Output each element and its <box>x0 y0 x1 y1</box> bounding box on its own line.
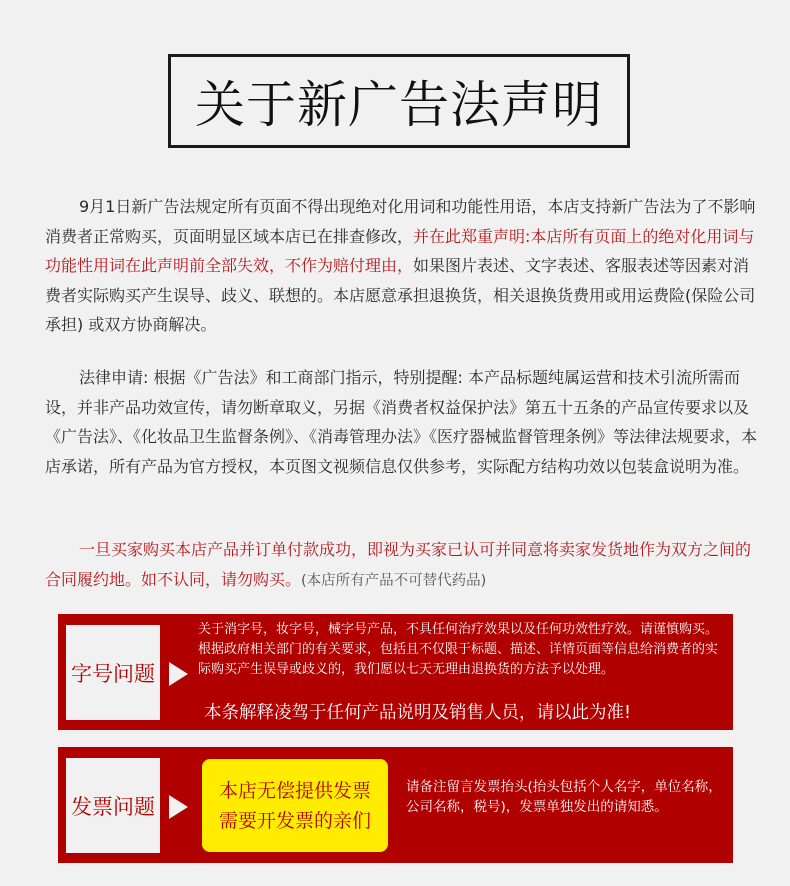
free-invoice-highlight <box>202 759 388 852</box>
paragraph-ad-law-notice <box>45 192 757 340</box>
license-issue-emphasis: 本条解释凌驾于任何产品说明及销售人员，请以此为准! <box>204 703 632 723</box>
free-invoice-line2: 需要开发票的亲们 <box>218 809 371 832</box>
license-issue-label: 字号问题 <box>66 625 160 720</box>
arrow-right-icon <box>169 795 188 819</box>
ad-law-text-refund: 如果图片表述、文字表述、客服表述等因素对消费者实际购买产生误导、歧义、联想的。本店愿意承担退换货，相关退换货费用或用运费险(保险公司承担) 或双方协商解决。 <box>45 256 756 334</box>
invoice-issue-panel <box>58 747 733 863</box>
free-invoice-line1: 本店无偿提供发票 <box>218 779 371 802</box>
not-medicine-note: (本店所有产品不可替代药品) <box>301 572 487 589</box>
ad-law-text-intro: 9月1日新广告法规定所有页面不得出现绝对化用词和功能性用语，本店支持新广告法为了不影响消费者正常购买，页面明显区域本店已在排查修改， <box>45 197 756 246</box>
page-title: 关于新广告法声明 <box>195 76 603 134</box>
invoice-issue-label: 发票问题 <box>66 758 160 853</box>
invoice-instructions: 请备注留言发票抬头(抬头包括个人名字，单位名称，公司名称，税号)，发票单独发出的请知悉。 <box>406 779 722 815</box>
paragraph-legal-statement <box>45 363 757 481</box>
license-issue-text: 关于消字号，妆字号，械字号产品，不具任何治疗效果以及任何功效性疗效。请谨慎购买。根据政府相关部门的有关要求，包括且不仅限于标题、描述、详情页面等信息给消费者的实际购买产生误导或歧义的，我们愿以七天无理由退换货的方法予以处理。 <box>198 622 719 677</box>
paragraph-contract-location <box>45 535 757 596</box>
arrow-right-icon <box>169 662 188 686</box>
contract-location-text: 一旦买家购买本店产品并订单付款成功，即视为买家已认可并同意将卖家发货地作为双方之间的合同履约地。如不认同，请勿购买。 <box>45 540 752 589</box>
ad-law-text-declaration: 并在此郑重声明:本店所有页面上的绝对化用词与功能性用词在此声明前全部失效，不作为赔付理由， <box>45 226 755 275</box>
license-issue-panel <box>58 614 733 730</box>
legal-statement-text: 法律申请: 根据《广告法》和工商部门指示，特别提醒: 本产品标题纯属运营和技术引流所需而设，并非产品功效宣传，请勿断章取义，另据《消费者权益保护法》第五十五条的产品宣传要求以及《广告法》、《化妆品卫生监督条例》、《消毒管理办法》《医疗器械监督管理条例》等法律法规要求，本店承诺，所有产品为官方授权，本页图文视频信息仅供参考，实际配方结构功效以包装盒说明为准。 <box>45 368 758 476</box>
title-frame <box>168 54 630 148</box>
